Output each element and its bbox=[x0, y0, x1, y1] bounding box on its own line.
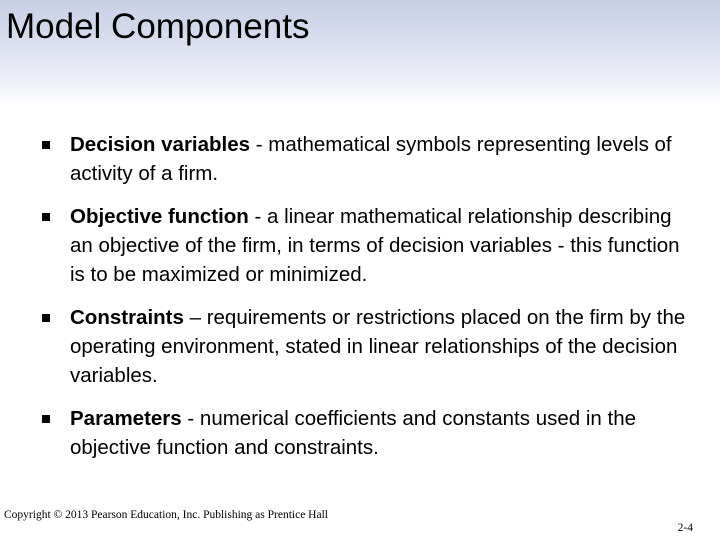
bullet-term: Constraints bbox=[70, 306, 184, 329]
square-bullet-icon bbox=[42, 213, 50, 221]
square-bullet-icon bbox=[42, 314, 50, 322]
bullet-item-decision-variables bbox=[40, 130, 690, 188]
bullet-item-parameters bbox=[40, 404, 690, 462]
bullet-description: - mathematical symbols representing levels of activity of a firm. bbox=[70, 133, 672, 185]
square-bullet-icon bbox=[42, 141, 50, 149]
bullet-item-constraints bbox=[40, 303, 690, 390]
bullet-term: Decision variables bbox=[70, 133, 251, 156]
copyright-notice: Copyright © 2013 Pearson Education, Inc. Publishing as Prentice Hall bbox=[4, 509, 328, 521]
bullet-list bbox=[40, 130, 690, 476]
bullet-description: - a linear mathematical relationship describing an objective of the firm, in terms of decision variables - this function is to be maximized or minimized. bbox=[70, 205, 680, 286]
bullet-description: - numerical coefficients and constants used in the objective function and constraints. bbox=[70, 407, 636, 459]
square-bullet-icon bbox=[42, 415, 50, 423]
bullet-item-objective-function bbox=[40, 202, 690, 289]
bullet-term: Objective function bbox=[70, 205, 249, 228]
slide-title: Model Components bbox=[6, 7, 310, 46]
bullet-description: – requirements or restrictions placed on the firm by the operating environment, stated in linear relationships of the decision variables. bbox=[70, 306, 686, 387]
page-number: 2-4 bbox=[677, 522, 693, 534]
bullet-term: Parameters bbox=[70, 407, 182, 430]
title-band-fade bbox=[0, 80, 720, 106]
